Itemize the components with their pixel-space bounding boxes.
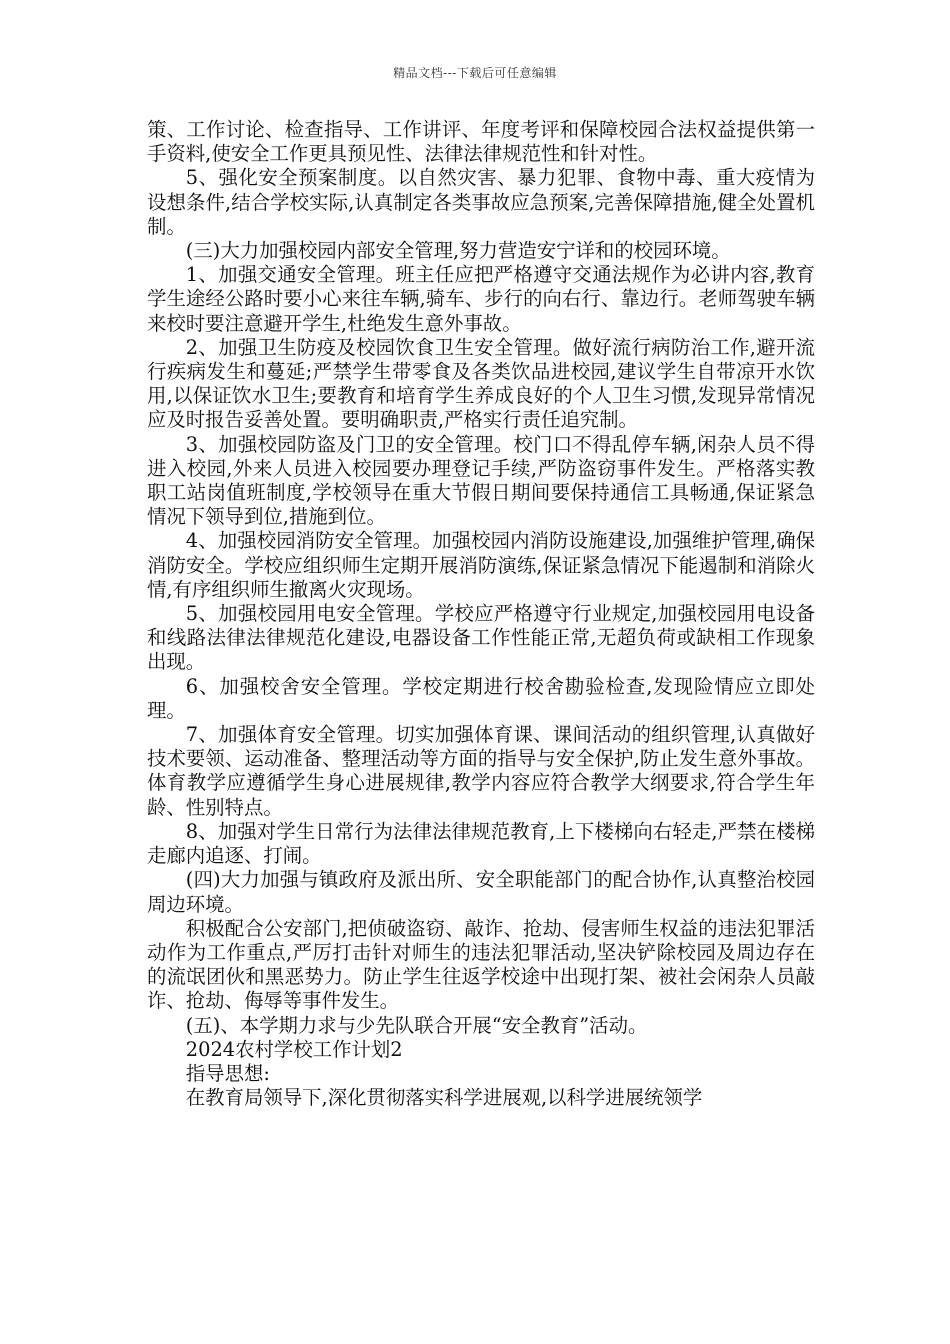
section-heading: 指导思想: <box>185 1061 270 1085</box>
paragraph: 5、加强校园用电安全管理。学校应严格遵守行业规定,加强校园用电设备和线路法律法律规范化建设,电器设备工作性能正常,无超负荷或缺相工作现象出现。 <box>147 602 815 674</box>
paragraph: 3、加强校园防盗及门卫的安全管理。校门口不得乱停车辆,闲杂人员不得进入校园,外来人员进入校园要办理登记手续,严防盗窃事件发生。严格落实教职工站岗值班制度,学校领导在重大节假日期间要保持通信工具畅通,保证紧急情况下领导到位,措施到位。 <box>147 432 815 529</box>
paragraph: (四)大力加强与镇政府及派出所、安全职能部门的配合协作,认真整治校园周边环境。 <box>147 868 815 916</box>
paragraph: 4、加强校园消防安全管理。加强校园内消防设施建设,加强维护管理,确保消防安全。学校应组织师生定期开展消防演练,保证紧急情况下能遏制和消除火情,有序组织师生撤离火灾现场。 <box>147 529 815 601</box>
paragraph: (三)大力加强校园内部安全管理,努力营造安宁详和的校园环境。 <box>185 239 731 263</box>
page-header: 精品文档---下载后可任意编辑 <box>393 66 557 80</box>
paragraph: 8、加强对学生日常行为法律法律规范教育,上下楼梯向右轻走,严禁在楼梯走廊内追逐、打闹。 <box>147 819 815 868</box>
paragraph: 策、工作讨论、检查指导、工作讲评、年度考评和保障校园合法权益提供第一手资料,使安全工作更具预见性、法律法律规范性和针对性。 <box>147 118 815 166</box>
paragraph: 7、加强体育安全管理。切实加强体育课、课间活动的组织管理,认真做好技术要领、运动准备、整理活动等方面的指导与安全保护,防止发生意外事故。体育教学应遵循学生身心进展规律,教学内容应符合教学大纲要求,符合学生年龄、性别特点。 <box>147 723 815 819</box>
paragraph: 5、强化安全预案制度。以自然灾害、暴力犯罪、食物中毒、重大疫情为设想条件,结合学校实际,认真制定各类事故应急预案,完善保障措施,健全处置机制。 <box>147 166 815 238</box>
paragraph: 6、加强校舍安全管理。学校定期进行校舍勘验检查,发现险情应立即处理。 <box>147 674 815 722</box>
paragraph: 2、加强卫生防疫及校园饮食卫生安全管理。做好流行病防治工作,避开流行疾病发生和蔓延;严禁学生带零食及各类饮品进校园,建议学生自带凉开水饮用,以保证饮水卫生;要教育和培育学生养成良好的个人卫生习惯,发现异常情况应及时报告妥善处置。要明确职责,严格实行责任追究制。 <box>147 335 815 432</box>
document-body <box>147 118 815 1110</box>
paragraph: 在教育局领导下,深化贯彻落实科学进展观,以科学进展统领学 <box>185 1086 703 1110</box>
paragraph: (五)、本学期力求与少先队联合开展“安全教育”活动。 <box>185 1013 648 1037</box>
paragraph: 积极配合公安部门,把侦破盗窃、敲诈、抢劫、侵害师生权益的违法犯罪活动作为工作重点,严厉打击针对师生的违法犯罪活动,坚决铲除校园及周边存在的流氓团伙和黑恶势力。防止学生往返学校途中出现打架、被社会闲杂人员敲诈、抢劫、侮辱等事件发生。 <box>147 916 815 1013</box>
section-title: 2024农村学校工作计划2 <box>185 1037 403 1061</box>
paragraph: 1、加强交通安全管理。班主任应把严格遵守交通法规作为必讲内容,教育学生途经公路时要小心来往车辆,骑车、步行的向右行、靠边行。老师驾驶车辆来校时要注意避开学生,杜绝发生意外事故。 <box>147 263 815 335</box>
